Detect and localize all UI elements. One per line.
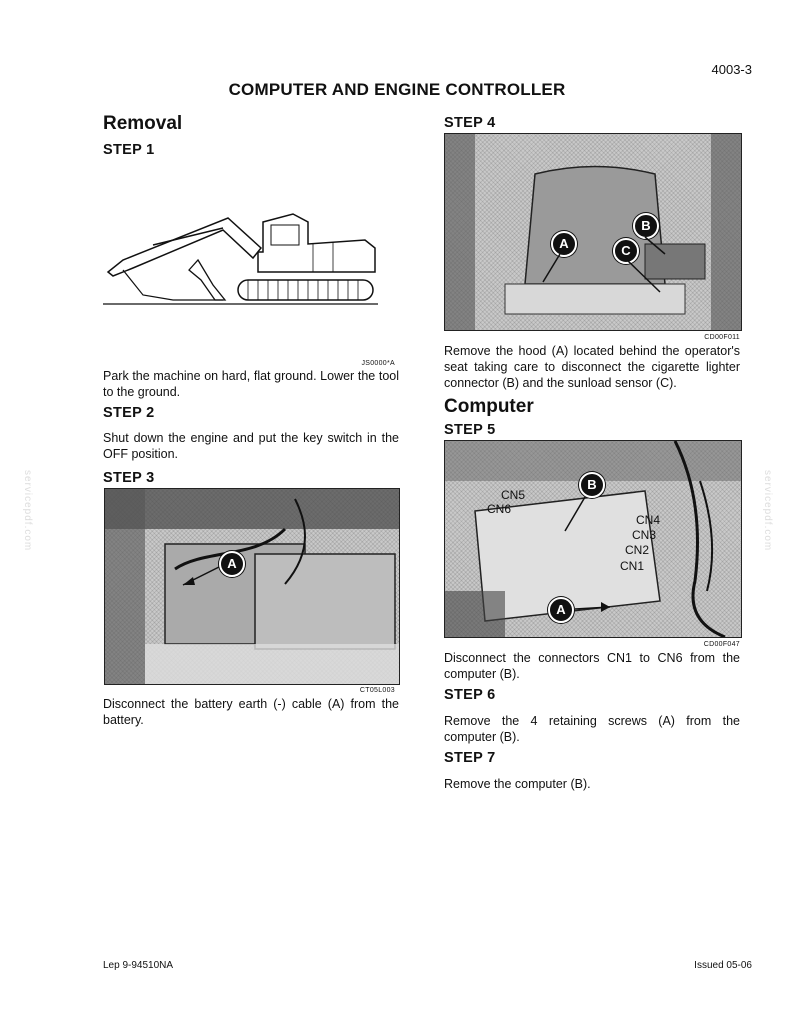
step4-figure-code: CD00F011	[704, 334, 740, 341]
step3-figure-code: CT05L003	[359, 687, 395, 694]
step1-text: Park the machine on hard, flat ground. Lower the tool to the ground.	[103, 369, 399, 399]
step2-label: STEP 2	[103, 405, 155, 421]
step3-label: STEP 3	[103, 470, 155, 486]
step1-figure-code: JS0000*A	[361, 360, 395, 367]
callout-a: A	[551, 231, 577, 257]
watermark-right: servicepdf.com	[762, 470, 773, 552]
connector-label-cn6: CN6	[487, 502, 512, 516]
section-title-computer: Computer	[444, 396, 534, 417]
connector-label-cn4: CN4	[636, 513, 661, 527]
step7-label: STEP 7	[444, 750, 496, 766]
step4-cab-photo	[444, 133, 742, 331]
footer-doc-code: Lep 9-94510NA	[103, 960, 174, 971]
step6-label: STEP 6	[444, 687, 496, 703]
step3-text: Disconnect the battery earth (-) cable (A) from the battery.	[103, 697, 399, 727]
callout-c: C	[613, 238, 639, 264]
connector-label-cn5: CN5	[501, 488, 526, 502]
step7-text: Remove the computer (B).	[444, 777, 591, 791]
callout-arrow	[105, 489, 399, 684]
callout-b: B	[579, 472, 605, 498]
page-title: COMPUTER AND ENGINE CONTROLLER	[228, 80, 566, 99]
page-number: 4003-3	[711, 62, 752, 77]
step5-label: STEP 5	[444, 422, 496, 438]
step3-battery-photo	[104, 488, 400, 685]
callout-a: A	[219, 551, 245, 577]
section-title-removal: Removal	[103, 113, 183, 134]
step5-text: Disconnect the connectors CN1 to CN6 from the computer (B).	[444, 651, 740, 681]
step1-label: STEP 1	[103, 142, 155, 158]
connector-label-cn3: CN3	[632, 528, 657, 542]
callout-b: B	[633, 213, 659, 239]
excavator-illustration	[103, 200, 378, 310]
footer-issued: Issued 05-06	[694, 960, 752, 971]
step4-label: STEP 4	[444, 115, 496, 131]
callout-arrows	[445, 134, 741, 330]
callout-a: A	[548, 597, 574, 623]
connector-label-cn2: CN2	[625, 543, 650, 557]
step6-text: Remove the 4 retaining screws (A) from the computer (B).	[444, 714, 740, 744]
callout-arrows	[445, 441, 741, 637]
connector-label-cn1: CN1	[620, 559, 645, 573]
step4-text: Remove the hood (A) located behind the operator's seat taking care to disconnect the cigarette lighter connector (B) and the sunload sensor (C).	[444, 344, 740, 390]
watermark-left: servicepdf.com	[22, 470, 33, 552]
step5-computer-photo	[444, 440, 742, 638]
step5-figure-code: CD00F047	[703, 641, 740, 648]
step2-text: Shut down the engine and put the key switch in the OFF position.	[103, 431, 399, 461]
